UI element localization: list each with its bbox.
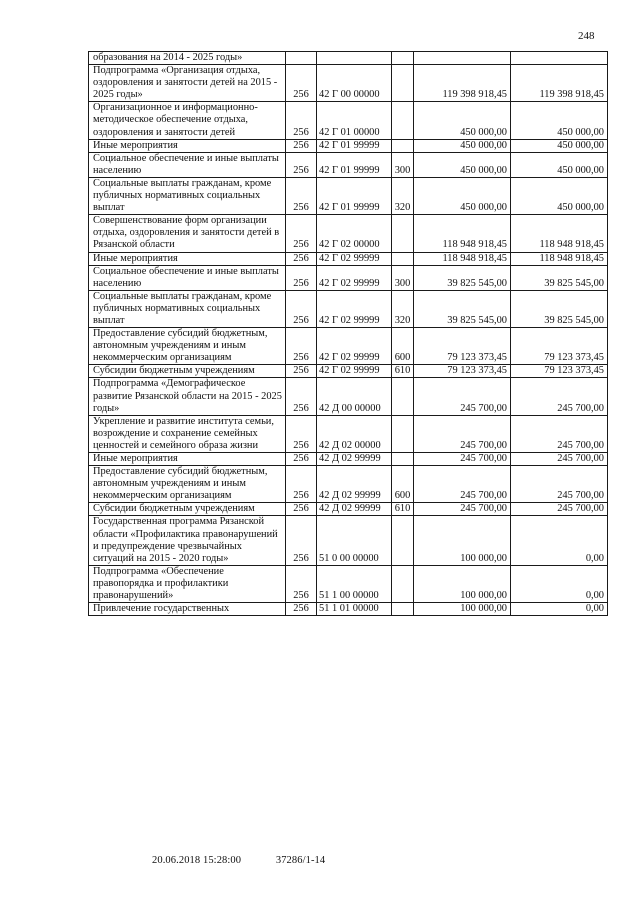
cell-amount-approved: 118 948 918,45 bbox=[414, 215, 511, 252]
cell-grbs-code: 256 bbox=[286, 265, 317, 290]
cell-target-article: 42 Д 02 99999 bbox=[317, 453, 392, 466]
cell-amount-approved: 39 825 545,00 bbox=[414, 290, 511, 327]
cell-amount-approved: 245 700,00 bbox=[414, 453, 511, 466]
cell-expense-type bbox=[392, 453, 414, 466]
cell-amount-total: 450 000,00 bbox=[511, 139, 608, 152]
cell-amount-approved: 100 000,00 bbox=[414, 516, 511, 565]
table-row bbox=[89, 378, 608, 415]
cell-expense-type bbox=[392, 215, 414, 252]
table-row bbox=[89, 215, 608, 252]
cell-name: образования на 2014 - 2025 годы» bbox=[89, 52, 286, 65]
cell-amount-total: 450 000,00 bbox=[511, 102, 608, 139]
cell-name: Подпрограмма «Обеспечение правопорядка и профилактики правонарушений» bbox=[89, 565, 286, 602]
cell-expense-type bbox=[392, 139, 414, 152]
cell-expense-type: 320 bbox=[392, 290, 414, 327]
cell-name: Иные мероприятия bbox=[89, 453, 286, 466]
cell-amount-approved: 39 825 545,00 bbox=[414, 265, 511, 290]
cell-expense-type: 600 bbox=[392, 328, 414, 365]
cell-grbs-code: 256 bbox=[286, 65, 317, 102]
cell-target-article: 42 Д 02 99999 bbox=[317, 466, 392, 503]
cell-amount-total: 118 948 918,45 bbox=[511, 252, 608, 265]
cell-target-article: 42 Г 01 99999 bbox=[317, 177, 392, 214]
cell-target-article: 51 1 00 00000 bbox=[317, 565, 392, 602]
budget-table-body bbox=[89, 52, 608, 616]
table-row bbox=[89, 565, 608, 602]
cell-name: Социальное обеспечение и иные выплаты населению bbox=[89, 265, 286, 290]
table-row bbox=[89, 453, 608, 466]
cell-amount-approved: 450 000,00 bbox=[414, 102, 511, 139]
cell-amount-total: 245 700,00 bbox=[511, 466, 608, 503]
cell-grbs-code: 256 bbox=[286, 378, 317, 415]
table-row bbox=[89, 516, 608, 565]
cell-grbs-code: 256 bbox=[286, 415, 317, 452]
cell-expense-type bbox=[392, 603, 414, 616]
cell-amount-total: 39 825 545,00 bbox=[511, 290, 608, 327]
cell-target-article: 51 1 01 00000 bbox=[317, 603, 392, 616]
cell-amount-approved: 245 700,00 bbox=[414, 378, 511, 415]
cell-target-article: 51 0 00 00000 bbox=[317, 516, 392, 565]
cell-target-article: 42 Г 02 99999 bbox=[317, 290, 392, 327]
cell-name: Подпрограмма «Организация отдыха, оздоровления и занятости детей на 2015 - 2025 годы» bbox=[89, 65, 286, 102]
footer-doc-code: 37286/1-14 bbox=[275, 855, 326, 866]
table-row bbox=[89, 265, 608, 290]
cell-expense-type bbox=[392, 378, 414, 415]
cell-expense-type bbox=[392, 415, 414, 452]
cell-target-article: 42 Д 02 00000 bbox=[317, 415, 392, 452]
table-row bbox=[89, 415, 608, 452]
cell-name: Предоставление субсидий бюджетным, автономным учреждениям и иным некоммерческим организациям bbox=[89, 466, 286, 503]
cell-target-article: 42 Г 02 00000 bbox=[317, 215, 392, 252]
cell-name: Социальные выплаты гражданам, кроме публичных нормативных социальных выплат bbox=[89, 177, 286, 214]
cell-amount-total: 0,00 bbox=[511, 516, 608, 565]
cell-amount-total: 450 000,00 bbox=[511, 152, 608, 177]
cell-grbs-code: 256 bbox=[286, 503, 317, 516]
cell-target-article: 42 Г 02 99999 bbox=[317, 265, 392, 290]
cell-target-article: 42 Г 01 99999 bbox=[317, 152, 392, 177]
cell-amount-total: 79 123 373,45 bbox=[511, 328, 608, 365]
cell-amount-total: 39 825 545,00 bbox=[511, 265, 608, 290]
cell-name: Привлечение государственных bbox=[89, 603, 286, 616]
cell-amount-total: 245 700,00 bbox=[511, 503, 608, 516]
cell-amount-approved: 119 398 918,45 bbox=[414, 65, 511, 102]
table-row bbox=[89, 177, 608, 214]
cell-grbs-code: 256 bbox=[286, 177, 317, 214]
cell-target-article: 42 Г 02 99999 bbox=[317, 252, 392, 265]
cell-name: Организационное и информационно-методическое обеспечение отдыха, оздоровления и занятости детей bbox=[89, 102, 286, 139]
table-row bbox=[89, 503, 608, 516]
cell-amount-approved: 79 123 373,45 bbox=[414, 328, 511, 365]
cell-name: Государственная программа Рязанской области «Профилактика правонарушений и предупреждение чрезвычайных ситуаций на 2015 - 2020 годы» bbox=[89, 516, 286, 565]
cell-name: Подпрограмма «Демографическое развитие Рязанской области на 2015 - 2025 годы» bbox=[89, 378, 286, 415]
cell-amount-approved: 245 700,00 bbox=[414, 415, 511, 452]
table-row bbox=[89, 252, 608, 265]
cell-expense-type bbox=[392, 516, 414, 565]
cell-target-article: 42 Д 02 99999 bbox=[317, 503, 392, 516]
cell-name: Иные мероприятия bbox=[89, 252, 286, 265]
table-row bbox=[89, 466, 608, 503]
cell-amount-approved: 79 123 373,45 bbox=[414, 365, 511, 378]
cell-expense-type bbox=[392, 52, 414, 65]
cell-amount-approved: 118 948 918,45 bbox=[414, 252, 511, 265]
cell-target-article: 42 Г 01 99999 bbox=[317, 139, 392, 152]
table-row bbox=[89, 139, 608, 152]
cell-target-article: 42 Г 02 99999 bbox=[317, 365, 392, 378]
page-footer bbox=[152, 855, 325, 866]
cell-name: Социальные выплаты гражданам, кроме публичных нормативных социальных выплат bbox=[89, 290, 286, 327]
cell-grbs-code: 256 bbox=[286, 453, 317, 466]
cell-grbs-code: 256 bbox=[286, 365, 317, 378]
cell-amount-total: 245 700,00 bbox=[511, 378, 608, 415]
cell-amount-total: 0,00 bbox=[511, 603, 608, 616]
table-row bbox=[89, 328, 608, 365]
cell-grbs-code: 256 bbox=[286, 139, 317, 152]
cell-amount-approved bbox=[414, 52, 511, 65]
cell-grbs-code bbox=[286, 52, 317, 65]
cell-name: Субсидии бюджетным учреждениям bbox=[89, 503, 286, 516]
cell-name: Иные мероприятия bbox=[89, 139, 286, 152]
cell-amount-total: 0,00 bbox=[511, 565, 608, 602]
table-row bbox=[89, 603, 608, 616]
cell-amount-approved: 100 000,00 bbox=[414, 565, 511, 602]
cell-grbs-code: 256 bbox=[286, 290, 317, 327]
cell-amount-approved: 245 700,00 bbox=[414, 466, 511, 503]
cell-name: Субсидии бюджетным учреждениям bbox=[89, 365, 286, 378]
cell-grbs-code: 256 bbox=[286, 328, 317, 365]
cell-expense-type bbox=[392, 102, 414, 139]
table-row bbox=[89, 52, 608, 65]
page-number: 248 bbox=[578, 30, 595, 42]
cell-expense-type bbox=[392, 565, 414, 602]
cell-expense-type: 600 bbox=[392, 466, 414, 503]
table-row bbox=[89, 102, 608, 139]
cell-target-article bbox=[317, 52, 392, 65]
table-row bbox=[89, 365, 608, 378]
cell-grbs-code: 256 bbox=[286, 516, 317, 565]
cell-amount-approved: 450 000,00 bbox=[414, 139, 511, 152]
cell-expense-type bbox=[392, 65, 414, 102]
cell-grbs-code: 256 bbox=[286, 565, 317, 602]
cell-target-article: 42 Д 00 00000 bbox=[317, 378, 392, 415]
cell-expense-type: 320 bbox=[392, 177, 414, 214]
cell-amount-approved: 245 700,00 bbox=[414, 503, 511, 516]
table-row bbox=[89, 290, 608, 327]
cell-amount-total: 245 700,00 bbox=[511, 415, 608, 452]
footer-timestamp: 20.06.2018 15:28:00 bbox=[152, 855, 242, 866]
cell-amount-total: 245 700,00 bbox=[511, 453, 608, 466]
table-row bbox=[89, 65, 608, 102]
cell-name: Совершенствование форм организации отдыха, оздоровления и занятости детей в Рязанской области bbox=[89, 215, 286, 252]
cell-name: Предоставление субсидий бюджетным, автономным учреждениям и иным некоммерческим организациям bbox=[89, 328, 286, 365]
cell-amount-approved: 450 000,00 bbox=[414, 177, 511, 214]
cell-amount-approved: 450 000,00 bbox=[414, 152, 511, 177]
cell-expense-type: 610 bbox=[392, 365, 414, 378]
budget-table bbox=[88, 51, 608, 616]
cell-expense-type: 300 bbox=[392, 265, 414, 290]
cell-grbs-code: 256 bbox=[286, 215, 317, 252]
cell-grbs-code: 256 bbox=[286, 252, 317, 265]
cell-amount-total: 450 000,00 bbox=[511, 177, 608, 214]
cell-grbs-code: 256 bbox=[286, 466, 317, 503]
cell-expense-type: 610 bbox=[392, 503, 414, 516]
cell-name: Социальное обеспечение и иные выплаты населению bbox=[89, 152, 286, 177]
cell-amount-total: 119 398 918,45 bbox=[511, 65, 608, 102]
cell-target-article: 42 Г 02 99999 bbox=[317, 328, 392, 365]
cell-amount-total bbox=[511, 52, 608, 65]
cell-amount-approved: 100 000,00 bbox=[414, 603, 511, 616]
cell-name: Укрепление и развитие института семьи, возрождение и сохранение семейных ценностей и семейного образа жизни bbox=[89, 415, 286, 452]
cell-expense-type bbox=[392, 252, 414, 265]
cell-grbs-code: 256 bbox=[286, 603, 317, 616]
cell-target-article: 42 Г 01 00000 bbox=[317, 102, 392, 139]
cell-grbs-code: 256 bbox=[286, 152, 317, 177]
cell-amount-total: 79 123 373,45 bbox=[511, 365, 608, 378]
cell-amount-total: 118 948 918,45 bbox=[511, 215, 608, 252]
cell-grbs-code: 256 bbox=[286, 102, 317, 139]
cell-target-article: 42 Г 00 00000 bbox=[317, 65, 392, 102]
cell-expense-type: 300 bbox=[392, 152, 414, 177]
table-row bbox=[89, 152, 608, 177]
